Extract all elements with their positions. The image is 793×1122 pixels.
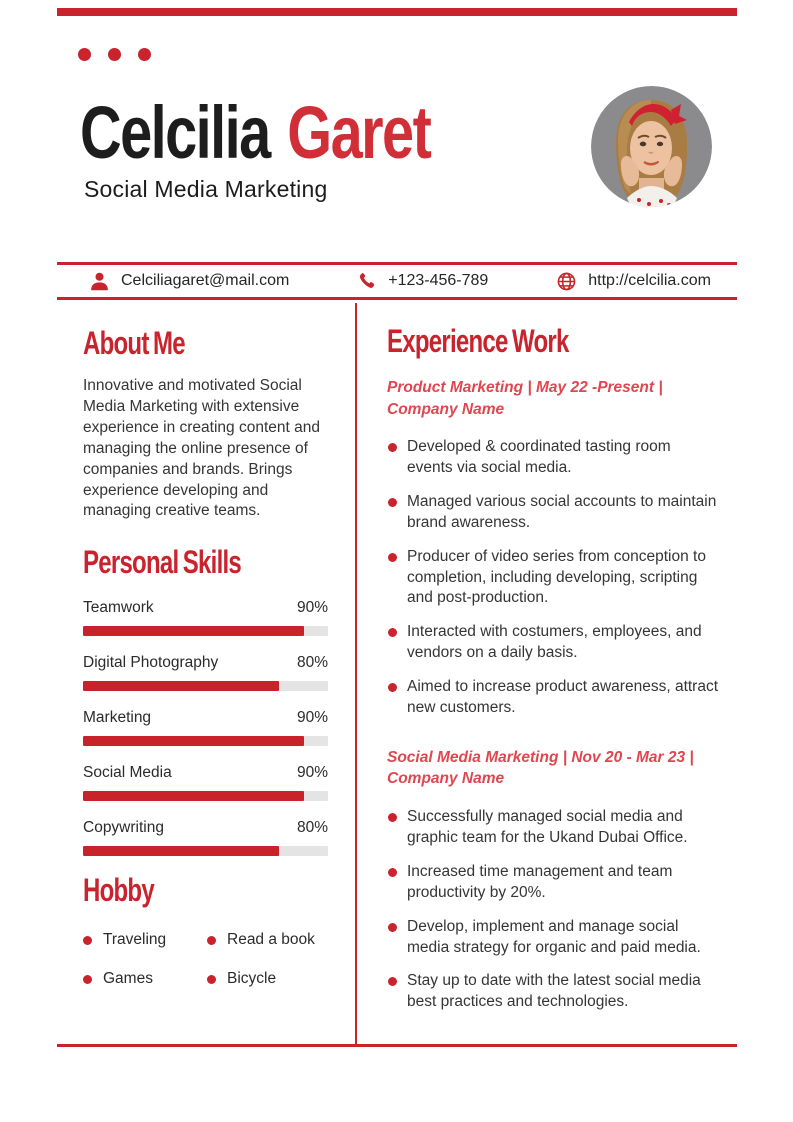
person-name bbox=[80, 91, 431, 174]
bullet-dot-icon bbox=[207, 975, 216, 984]
job-bullet bbox=[387, 807, 720, 849]
contact-email bbox=[89, 271, 289, 292]
job-bullet bbox=[387, 677, 720, 719]
skill-bar-fill bbox=[83, 791, 304, 801]
hobby-label: Games bbox=[103, 970, 153, 988]
job-bullet bbox=[387, 622, 720, 664]
skill-bar-track bbox=[83, 791, 328, 801]
about-heading: About Me bbox=[83, 325, 185, 361]
bullet-dot-icon bbox=[388, 628, 397, 637]
contact-website bbox=[556, 271, 711, 292]
decorative-dots bbox=[78, 48, 151, 61]
skill-label: Teamwork bbox=[83, 599, 154, 617]
bullet-dot-icon bbox=[388, 923, 397, 932]
bullet-text: Successfully managed social media and graphic team for the Ukand Dubai Office. bbox=[407, 807, 688, 846]
contact-phone bbox=[357, 271, 488, 291]
skill-bar-fill bbox=[83, 736, 304, 746]
bullet-text: Developed & coordinated tasting room events via social media. bbox=[407, 438, 671, 476]
bullet-text: Interacted with costumers, employees, and vendors on a daily basis. bbox=[407, 623, 702, 662]
skill-row-top bbox=[83, 599, 328, 617]
skill-label: Copywriting bbox=[83, 819, 164, 837]
contact-bar bbox=[57, 262, 737, 300]
job-bullets bbox=[387, 807, 720, 1013]
dot-icon bbox=[108, 48, 121, 61]
skills-list bbox=[83, 599, 335, 856]
experience-heading: Experience Work bbox=[387, 323, 569, 359]
skill-percent: 80% bbox=[296, 819, 328, 837]
skill-bar-fill bbox=[83, 626, 304, 636]
bullet-dot-icon bbox=[388, 443, 397, 452]
dot-icon bbox=[138, 48, 151, 61]
column-divider bbox=[355, 303, 357, 1044]
bullet-text: Aimed to increase product awareness, attract new customers. bbox=[407, 678, 719, 717]
top-accent-bar bbox=[57, 8, 737, 16]
hobby-item bbox=[83, 931, 207, 949]
skill-label: Marketing bbox=[83, 709, 152, 727]
skill-bar-track bbox=[83, 626, 328, 636]
hobby-item bbox=[83, 970, 207, 988]
skill-label: Social Media bbox=[83, 764, 172, 782]
right-column bbox=[387, 325, 720, 1013]
skill-row bbox=[83, 819, 335, 856]
bullet-dot-icon bbox=[388, 868, 397, 877]
profile-photo bbox=[591, 86, 712, 207]
skill-row bbox=[83, 764, 335, 801]
bullet-dot-icon bbox=[388, 813, 397, 822]
person-last-name: Garet bbox=[287, 91, 431, 174]
skill-row-top bbox=[83, 654, 328, 672]
hobby-item bbox=[207, 970, 335, 988]
hobby-heading: Hobby bbox=[83, 872, 154, 909]
experience-jobs bbox=[387, 377, 720, 1013]
left-column bbox=[83, 327, 335, 988]
skill-percent: 80% bbox=[296, 654, 328, 672]
contact-phone-text: +123-456-789 bbox=[388, 272, 489, 289]
job-block bbox=[387, 377, 720, 719]
about-text: Innovative and motivated Social Media Marketing with extensive experience in creating content and managing the online presence of companies and brands. Brings experience developing and managing creative teams. bbox=[83, 377, 320, 520]
hobby-label: Traveling bbox=[103, 931, 167, 949]
skill-row bbox=[83, 599, 335, 636]
skill-row-top bbox=[83, 764, 328, 782]
phone-icon bbox=[357, 271, 377, 291]
bullet-dot-icon bbox=[83, 936, 92, 945]
job-title: Social Media Marketing | Nov 20 - Mar 23 | Company Name bbox=[387, 748, 694, 788]
job-bullet bbox=[387, 971, 720, 1013]
bullet-text: Increased time management and team productivity by 20%. bbox=[407, 862, 673, 901]
job-title: Product Marketing | May 22 -Present | Company Name bbox=[387, 379, 663, 418]
bullet-text: Producer of video series from conception to completion, including developing, scripting and post-production. bbox=[407, 547, 706, 607]
portrait-illustration bbox=[591, 86, 712, 207]
skill-percent: 90% bbox=[296, 599, 328, 617]
bullet-text: Stay up to date with the latest social media best practices and technologies. bbox=[407, 972, 701, 1011]
contact-website-text: http://celcilia.com bbox=[588, 272, 711, 289]
bottom-rule bbox=[57, 1044, 737, 1047]
bullet-text: Managed various social accounts to maintain brand awareness. bbox=[407, 492, 717, 531]
skills-heading: Personal Skills bbox=[83, 544, 242, 581]
bullet-dot-icon bbox=[83, 975, 92, 984]
skill-row bbox=[83, 709, 335, 746]
job-bullet bbox=[387, 547, 720, 610]
skill-bar-track bbox=[83, 736, 328, 746]
skill-percent: 90% bbox=[296, 764, 328, 782]
job-bullet bbox=[387, 917, 720, 959]
hobby-label: Read a book bbox=[227, 931, 315, 949]
hobby-list bbox=[83, 931, 335, 988]
person-icon bbox=[89, 271, 110, 292]
bullet-dot-icon bbox=[388, 683, 397, 692]
job-block bbox=[387, 747, 720, 1013]
job-bullets bbox=[387, 437, 720, 719]
job-role-subtitle: Social Media Marketing bbox=[84, 176, 328, 202]
globe-icon bbox=[556, 271, 577, 292]
job-bullet bbox=[387, 862, 720, 904]
bullet-dot-icon bbox=[388, 553, 397, 562]
skill-label: Digital Photography bbox=[83, 654, 219, 672]
bullet-dot-icon bbox=[388, 498, 397, 507]
skill-row bbox=[83, 654, 335, 691]
hobby-label: Bicycle bbox=[227, 970, 277, 988]
job-bullet bbox=[387, 492, 720, 534]
skill-row-top bbox=[83, 709, 328, 727]
person-first-name: Celcilia bbox=[80, 91, 270, 174]
skill-bar-fill bbox=[83, 846, 279, 856]
bullet-dot-icon bbox=[207, 936, 216, 945]
dot-icon bbox=[78, 48, 91, 61]
hobby-item bbox=[207, 931, 335, 949]
bullet-text: Develop, implement and manage social media strategy for organic and paid media. bbox=[407, 917, 701, 956]
bullet-dot-icon bbox=[388, 977, 397, 986]
contact-email-text: Celciliagaret@mail.com bbox=[121, 272, 290, 289]
skill-percent: 90% bbox=[296, 709, 328, 727]
skill-row-top bbox=[83, 819, 328, 837]
skill-bar-track bbox=[83, 681, 328, 691]
skill-bar-track bbox=[83, 846, 328, 856]
skill-bar-fill bbox=[83, 681, 279, 691]
job-bullet bbox=[387, 437, 720, 479]
